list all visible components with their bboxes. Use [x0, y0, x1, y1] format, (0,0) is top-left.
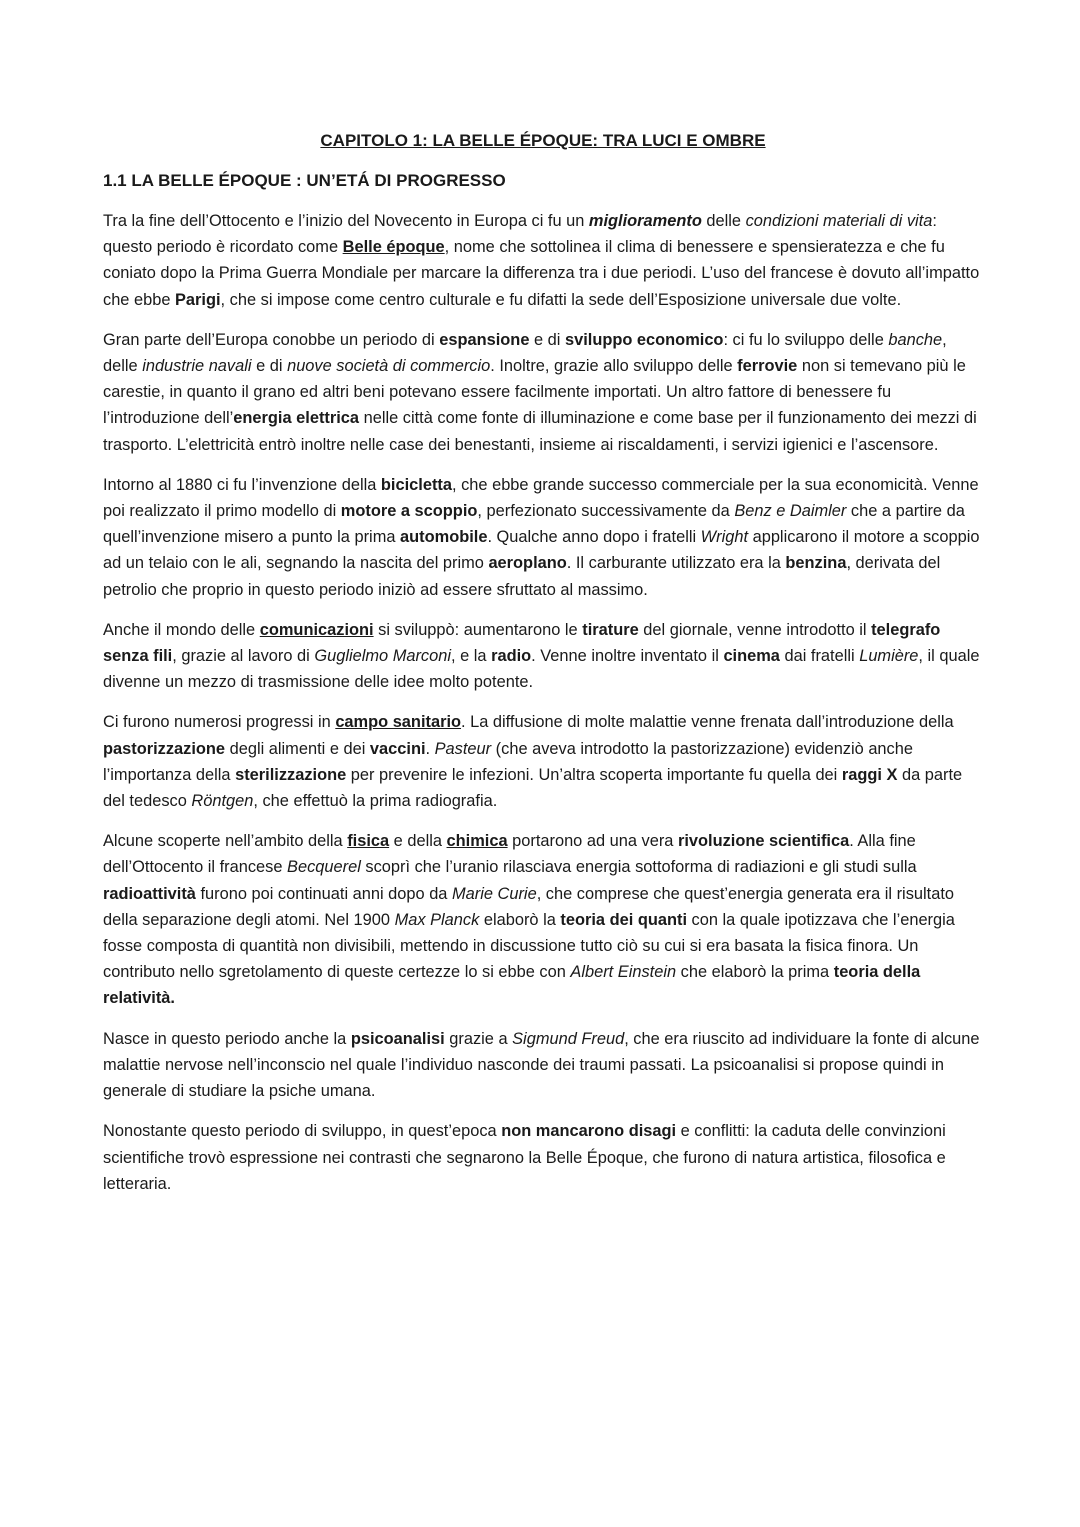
text-run: radioattività [103, 884, 196, 903]
text-run: , nome che sottolinea il clima di benessere e spensieratezza e che fu coniato dopo la Prima Guerra Mondiale per marcare la differenza tra i due periodi. L’uso del francese è dovuto all’impatto che ebbe [103, 238, 980, 309]
text-run: Benz e Daimler [734, 502, 847, 521]
text-run: Max Planck [394, 910, 480, 929]
paragraph [103, 617, 983, 696]
text-run: e di [251, 357, 288, 376]
text-run: Sigmund Freud [512, 1029, 625, 1048]
text-run: rivoluzione scientifica [677, 832, 850, 851]
text-run: grazie a [444, 1029, 513, 1048]
text-run: telegrafo senza fili [103, 620, 941, 666]
paragraph [103, 208, 983, 313]
text-run: non mancarono disagi [501, 1122, 677, 1141]
text-run: Pasteur [434, 739, 492, 758]
text-run: espansione [439, 330, 530, 349]
text-run: , il quale divenne un mezzo di trasmissione delle idee molto potente. [103, 647, 980, 692]
text-run: . Alla fine dell’Ottocento il francese [103, 832, 916, 877]
text-run: . Inoltre, grazie allo sviluppo delle [490, 357, 738, 376]
text-run: e conflitti: la caduta delle convinzioni scientifiche trovò espressione nei contrasti che segnarono la Belle Époque, che furono di natura artistica, filosofica e letteraria. [103, 1122, 946, 1193]
text-run: psicoanalisi [350, 1029, 445, 1048]
text-run: degli alimenti e dei [225, 739, 370, 758]
text-run: e della [389, 832, 447, 851]
text-run: Alcune scoperte nell’ambito della [103, 832, 348, 851]
text-run: aeroplano [488, 554, 567, 573]
text-run: , grazie al lavoro di [172, 647, 315, 666]
text-run: nuove società di commercio [287, 357, 491, 376]
text-run: miglioramento [588, 212, 702, 230]
text-run: . Qualche anno dopo i fratelli [487, 528, 701, 547]
text-run: : ci fu lo sviluppo delle [723, 330, 889, 349]
text-run: radio [491, 647, 532, 666]
text-run: benzina [785, 554, 847, 573]
text-run: Albert Einstein [570, 963, 677, 982]
paragraph [103, 472, 983, 603]
text-run: Marie Curie [451, 884, 537, 903]
text-run: si sviluppò: aumentarono le [373, 620, 583, 639]
text-run: pastorizzazione [103, 739, 226, 758]
text-run: banche [888, 330, 943, 349]
chapter-title: CAPITOLO 1: LA BELLE ÉPOQUE: TRA LUCI E OMBRE [320, 131, 766, 150]
text-run: sterilizzazione [235, 765, 347, 784]
text-run: (che aveva introdotto la pastorizzazione) evidenziò anche l’importanza della [103, 739, 913, 784]
text-run: e di [529, 330, 565, 349]
text-run: Lumière [859, 647, 919, 666]
text-run: chimica [446, 832, 508, 851]
text-run: ferrovie [737, 357, 798, 376]
text-run: Wright [700, 528, 749, 547]
text-run: industrie navali [142, 357, 252, 376]
paragraph [103, 1026, 983, 1105]
text-run: , delle [103, 330, 947, 376]
text-run: nelle città come fonte di illuminazione e come base per il funzionamento dei mezzi di trasporto. L’elettricità entrò inoltre nelle case dei benestanti, insieme ai riscaldamenti, i servizi igienici e l’ascensore. [103, 409, 977, 454]
text-run: tirature [582, 620, 639, 639]
text-run: condizioni materiali di vita [745, 212, 933, 230]
text-run: che elaborò la prima [676, 963, 834, 982]
section-title: 1.1 LA BELLE ÉPOQUE : UN’ETÁ DI PROGRESSO [103, 171, 506, 190]
text-run: , perfezionato successivamente da [477, 502, 735, 521]
text-run: . [425, 739, 435, 758]
text-run: motore a scoppio [340, 502, 478, 521]
text-run: Ci furono numerosi progressi in [103, 713, 336, 732]
text-run: delle [701, 212, 746, 230]
text-run: , e la [451, 647, 492, 666]
text-run: Guglielmo Marconi [314, 647, 451, 666]
text-run: dai fratelli [779, 647, 860, 666]
text-run: non si temevano più le carestie, in quanto il grano ed altri beni potevano essere facilmente importati. Un altro fattore di benessere fu l’introduzione dell’ [103, 357, 966, 428]
text-run: campo sanitario [335, 713, 462, 732]
document-page [103, 128, 983, 1211]
text-run: Belle époque [342, 238, 445, 257]
text-run: per prevenire le infezioni. Un’altra scoperta importante fu quella dei [346, 765, 842, 784]
text-run: vaccini [369, 739, 426, 758]
text-run: da parte del tedesco [103, 765, 963, 811]
text-run: cinema [723, 647, 780, 666]
text-run: Röntgen [191, 792, 254, 811]
text-run: del giornale, venne introdotto il [638, 620, 872, 639]
text-run: . La diffusione di molte malattie venne frenata dall’introduzione della [461, 713, 954, 732]
text-run: , che effettuò la prima radiografia. [253, 792, 498, 811]
text-run: comunicazioni [259, 620, 374, 639]
text-run: . Il carburante utilizzato era la [566, 554, 786, 573]
paragraph [103, 1118, 983, 1197]
text-run: energia elettrica [233, 409, 360, 428]
paragraph [103, 828, 983, 1011]
text-run: bicicletta [380, 475, 452, 494]
text-run: Intorno al 1880 ci fu l’invenzione della [103, 475, 381, 494]
text-run: , derivata del petrolio che proprio in questo periodo iniziò ad essere sfruttato al massimo. [103, 554, 941, 599]
body-text [103, 208, 983, 1197]
text-run: , che era riuscito ad individuare la fonte di alcune malattie nervose nell’inconscio nel quale l’individuo nasconde dei traumi passati. La psicoanalisi si propose quindi in generale di studiare la psiche umana. [103, 1029, 980, 1101]
paragraph [103, 327, 983, 458]
text-run: , che ebbe grande successo commerciale per la sua economicità. Venne poi realizzato il primo modello di [103, 475, 979, 521]
text-run: furono poi continuati anni dopo da [195, 884, 452, 903]
text-run: Anche il mondo delle [103, 620, 260, 639]
text-run: Gran parte dell’Europa conobbe un periodo di [103, 330, 440, 349]
text-run: , che comprese che quest’energia generata era il risultato della separazione degli atomi. Nel 1900 [103, 884, 954, 929]
text-run: : questo periodo è ricordato come [103, 212, 937, 257]
text-run: Nonostante questo periodo di sviluppo, in quest’epoca [103, 1122, 502, 1141]
text-run: Parigi [175, 290, 221, 309]
text-run: automobile [400, 528, 488, 547]
text-run: Tra la fine dell’Ottocento e l’inizio del Novecento in Europa ci fu un [103, 212, 589, 230]
text-run: fisica [347, 832, 390, 851]
text-run: , che si impose come centro culturale e fu difatti la sede dell’Esposizione universale due volte. [220, 290, 902, 309]
text-run: che a partire da quell’invenzione misero a punto la prima [103, 502, 965, 547]
text-run: sviluppo economico [564, 330, 724, 349]
text-run: applicarono il motore a scoppio ad un telaio con le ali, segnando la nascita del primo [103, 528, 980, 573]
text-run: teoria dei quanti [560, 910, 687, 929]
text-run: Becquerel [287, 858, 361, 877]
text-run: raggi X [841, 765, 898, 784]
text-run: portarono ad una vera [507, 832, 678, 851]
paragraph [103, 709, 983, 814]
text-run: con la quale ipotizzava che l’energia fosse composta di quantità non divisibili, mettendo in discussione tutto ciò su cui si era basata la fisica finora. Un contributo nello sgretolamento di queste certezze lo si ebbe con [103, 910, 955, 982]
text-run: scoprì che l’uranio rilasciava energia sottoforma di radiazioni e gli studi sulla [360, 858, 917, 877]
text-run: . Venne inoltre inventato il [531, 647, 724, 666]
text-run: teoria della relatività. [103, 963, 921, 1008]
text-run: Nasce in questo periodo anche la [103, 1029, 351, 1048]
text-run: elaborò la [479, 910, 561, 929]
